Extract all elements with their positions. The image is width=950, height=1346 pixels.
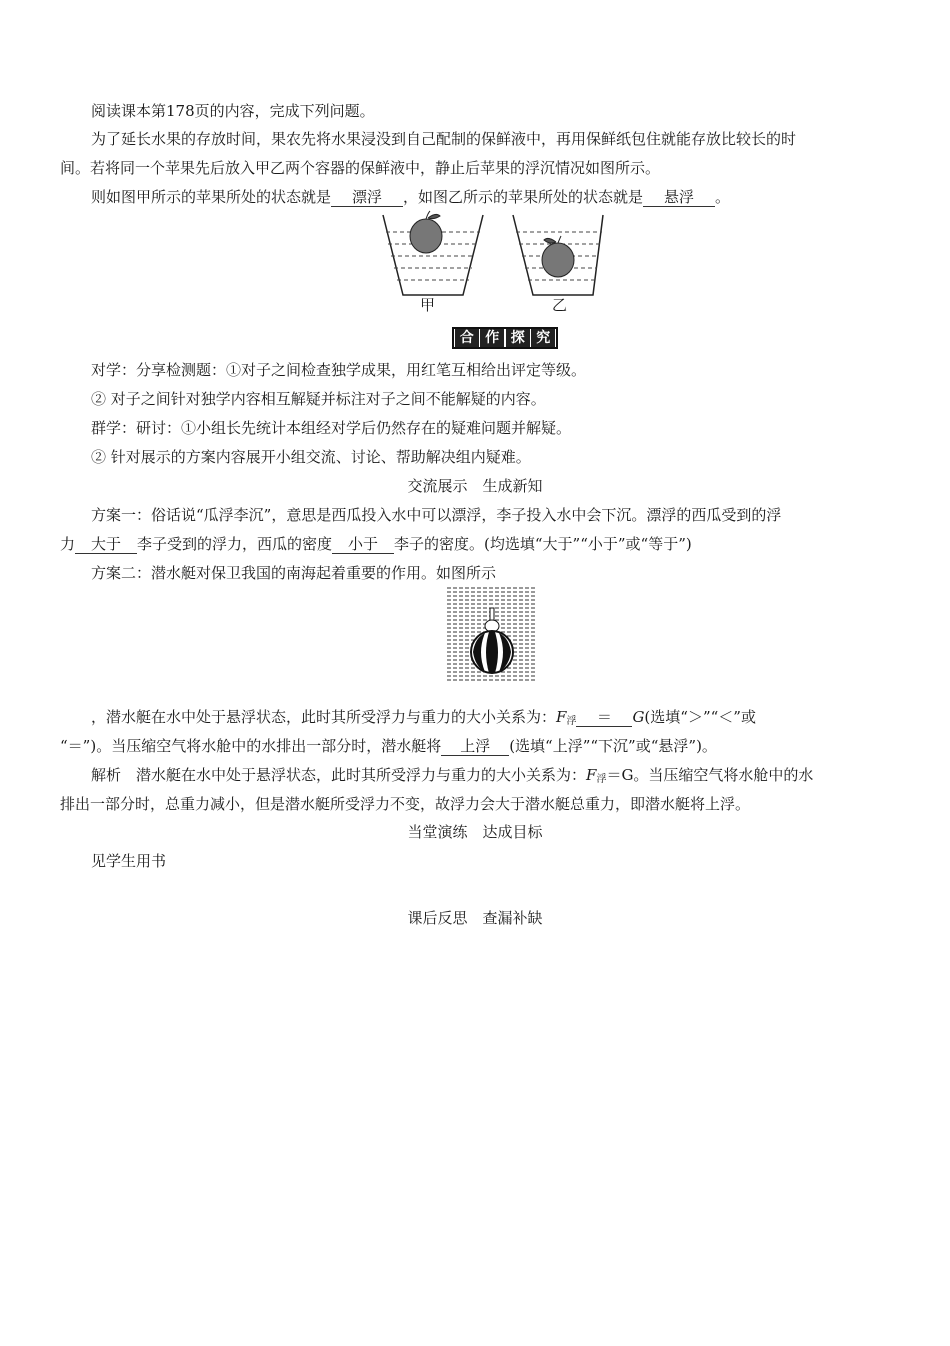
question-middle: ，如图乙所示的苹果所处的状态就是: [403, 188, 644, 206]
apple-containers-figure: [378, 210, 608, 320]
submarine-figure: [447, 586, 537, 682]
plan2-text-c: “＝”)。当压缩空气将水舱中的水排出一部分时，潜水艇将: [60, 737, 442, 755]
analysis-text-b: ＝G。当压缩空气将水舱中的水: [606, 766, 814, 784]
symbol-f: F: [556, 708, 567, 726]
answer-less: 小于: [332, 535, 394, 554]
coop-line-4: ② 针对展示的方案内容展开小组交流、讨论、帮助解决组内疑难。: [91, 448, 531, 466]
heading-practice: 当堂演练 达成目标: [407, 823, 543, 841]
plan2-line-3: [60, 735, 892, 757]
heading-exchange: 交流展示 生成新知: [407, 477, 543, 495]
badge-char-1: 合: [455, 329, 479, 347]
plan1-text-c: 李子的密度。(均选填“大于”“小于”或“等于”): [394, 535, 692, 553]
plan1-line-2: [60, 533, 892, 555]
analysis-text-a: 解析 潜水艇在水中处于悬浮状态，此时其所受浮力与重力的大小关系为：: [91, 766, 587, 784]
figure-label-jia: 甲: [420, 296, 436, 314]
plan1-text-a: 力: [60, 535, 76, 553]
question-prefix: 则如图甲所示的苹果所处的状态就是: [91, 188, 332, 206]
container-a: [383, 211, 483, 295]
badge-char-2: 作: [480, 329, 504, 347]
plan1-line-1: 方案一：俗话说“瓜浮李沉”，意思是西瓜投入水中可以漂浮，李子投入水中会下沉。漂浮的西瓜受到的浮: [91, 506, 782, 524]
intro-line-3: 间。若将同一个苹果先后放入甲乙两个容器的保鲜液中，静止后苹果的浮沉情况如图所示。: [60, 159, 661, 177]
answer-suspend: 悬浮: [643, 188, 715, 207]
plan1-text-b: 李子受到的浮力，西瓜的密度: [137, 535, 333, 553]
symbol-g: G: [632, 708, 645, 726]
apple-a: [410, 211, 442, 253]
cooperation-badge: [452, 327, 558, 349]
see-student-book: 见学生用书: [91, 852, 167, 870]
container-b: [513, 215, 603, 295]
badge-char-3: 探: [506, 329, 530, 347]
coop-line-1: 对学：分享检测题：①对子之间检查独学成果，用红笔互相给出评定等级。: [91, 361, 587, 379]
intro-line-2: 为了延长水果的存放时间，果农先将水果浸没到自己配制的保鲜液中，再用保鲜纸包住就能存放比较长的时: [91, 130, 797, 148]
coop-line-2: ② 对子之间针对独学内容相互解疑并标注对子之间不能解疑的内容。: [91, 390, 546, 408]
question-end: 。: [715, 188, 731, 206]
apple-b: [542, 236, 574, 277]
figure-label-yi: 乙: [552, 296, 568, 314]
badge-char-4: 究: [531, 329, 555, 347]
analysis-line-2: 排出一部分时，总重力减小，但是潜水艇所受浮力不变，故浮力会大于潜水艇总重力，即潜水艇将上浮。: [60, 795, 751, 813]
heading-reflect: 课后反思 查漏补缺: [407, 909, 543, 927]
intro-question: [91, 186, 892, 208]
coop-line-3: 群学：研讨：①小组长先统计本组经对学后仍然存在的疑难问题并解疑。: [91, 419, 572, 437]
symbol-f-sub: 浮: [566, 716, 577, 727]
plan2-text-a: ，潜水艇在水中处于悬浮状态，此时其所受浮力与重力的大小关系为：: [91, 708, 557, 726]
answer-greater: 大于: [75, 535, 137, 554]
analysis-symbol-sub: 浮: [596, 774, 607, 785]
analysis-line-1: [91, 764, 892, 791]
answer-equal: ＝: [576, 708, 632, 727]
plan2-text-d: (选填“上浮”“下沉”或“悬浮”)。: [509, 737, 717, 755]
plan2-line-1: 方案二：潜水艇对保卫我国的南海起着重要的作用。如图所示: [91, 564, 497, 582]
plan2-text-b: (选填“＞”“＜”或: [644, 708, 756, 726]
analysis-symbol-f: F: [586, 766, 597, 784]
intro-line-1: 阅读课本第178页的内容，完成下列问题。: [91, 102, 375, 120]
answer-rise: 上浮: [441, 737, 509, 756]
plan2-line-2: [91, 706, 892, 733]
answer-float: 漂浮: [331, 188, 403, 207]
